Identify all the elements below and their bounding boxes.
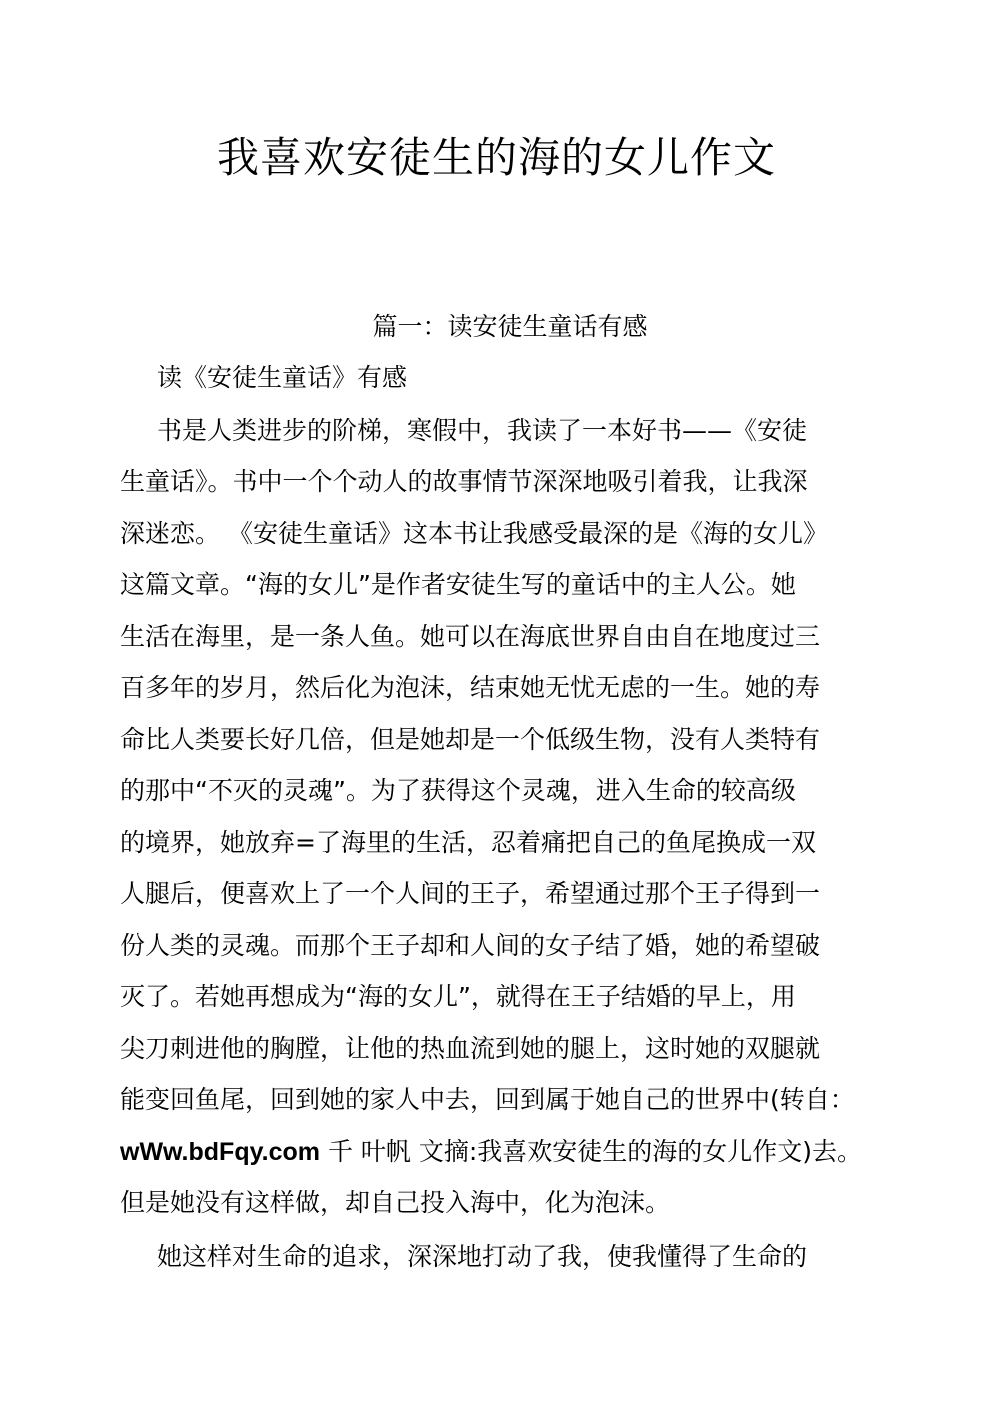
paragraph-line: 深迷恋。 《安徒生童话》这本书让我感受最深的是《海的女儿》 [120,519,828,548]
paragraph-line: 生童话》。书中一个个动人的故事情节深深地吸引着我，让我深 [120,467,808,496]
article-subtitle: 读《安徒生童话》有感 [157,363,408,392]
source-line [120,1132,862,1172]
paragraph-line: 的境界，她放弃=了海里的生活，忍着痛把自己的鱼尾换成一双 [120,828,816,857]
paragraph-line: 生活在海里，是一条人鱼。她可以在海底世界自由自在地度过三 [120,622,821,651]
section-heading: 篇一：读安徒生童话有感 [372,312,648,341]
document-title: 我喜欢安徒生的海的女儿作文 [216,133,776,182]
paragraph-line: 这篇文章。“海的女儿”是作者安徒生写的童话中的主人公。她 [120,570,796,599]
paragraph2-first-line: 她这样对生命的追求，深深地打动了我，使我懂得了生命的 [157,1242,808,1271]
paragraph-line: 灭了。若她再想成为“海的女儿”，就得在王子结婚的早上，用 [120,982,796,1011]
paragraph-line: 的那中“不灭的灵魂”。为了获得这个灵魂，进入生命的较高级 [120,776,796,805]
paragraph-line: 命比人类要长好几倍，但是她却是一个低级生物，没有人类特有 [120,725,821,754]
source-text: 千 叶帆 文摘:我喜欢安徒生的海的女儿作文)去。 [320,1137,863,1166]
source-url: wWw.bdFqy.com [120,1138,320,1166]
closing-line: 但是她没有这样做，却自己投入海中，化为泡沫。 [120,1188,671,1217]
paragraph-line: 尖刀刺进他的胸膛，让他的热血流到她的腿上，这时她的双腿就 [120,1034,821,1063]
paragraph-line: 百多年的岁月，然后化为泡沫，结束她无忧无虑的一生。她的寿 [120,673,821,702]
paragraph-line: 份人类的灵魂。而那个王子却和人间的女子结了婚，她的希望破 [120,931,821,960]
paragraph-line: 书是人类进步的阶梯，寒假中，我读了一本好书——《安徒 [157,416,808,445]
paragraph-line: 能变回鱼尾，回到她的家人中去，回到属于她自己的世界中(转自： [120,1085,855,1114]
paragraph-line: 人腿后，便喜欢上了一个人间的王子，希望通过那个王子得到一 [120,879,821,908]
